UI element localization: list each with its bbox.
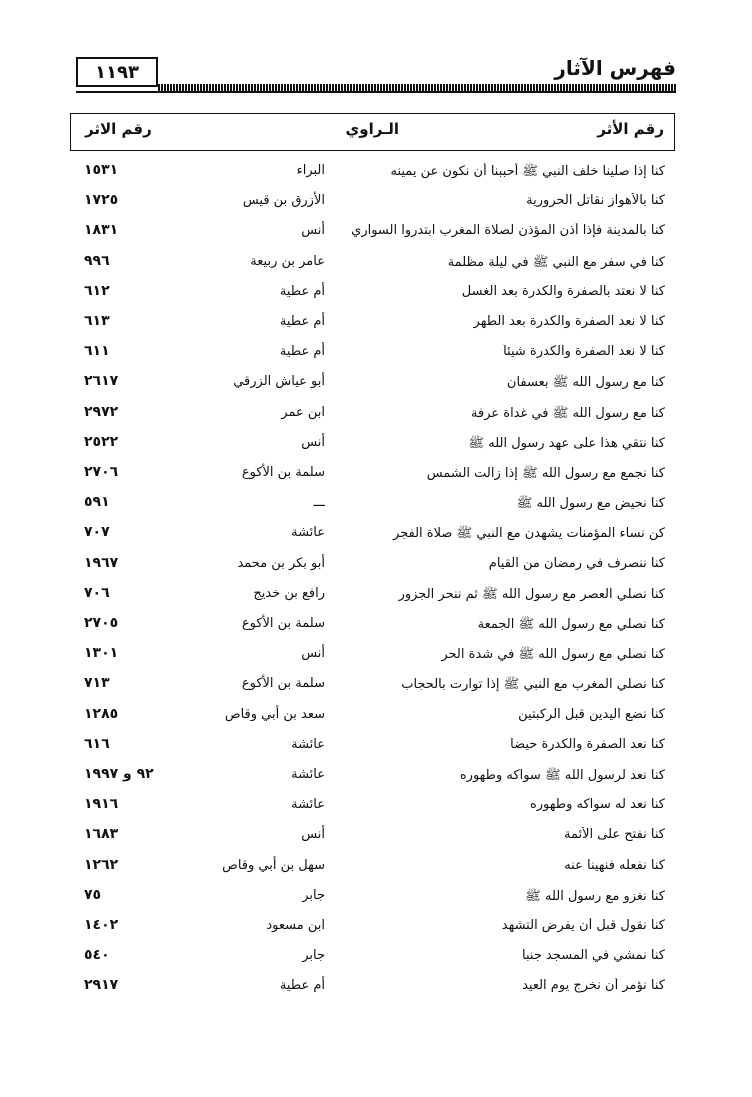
narrator: أم عطية: [279, 283, 325, 299]
table-row: [70, 852, 675, 882]
table-row: [70, 187, 675, 217]
athar-number: ٧١٣: [84, 675, 110, 692]
athar-number: ١٩٦٧: [84, 554, 119, 571]
athar-text: كنا مع رسول الله ﷺ بعسفان: [506, 375, 665, 391]
narrator: سعد بن أبي وقاص: [224, 706, 325, 722]
athar-number: ١٩١٦: [84, 796, 119, 813]
athar-number: ٦١٢: [84, 282, 110, 299]
column-header: [70, 113, 675, 151]
athar-number: ٢٦١٧: [84, 373, 119, 390]
narrator: البراء: [296, 163, 325, 178]
athar-text: كنا نعد له سواكه وطهوره: [529, 797, 665, 813]
table-row: [70, 217, 675, 247]
athar-text: كنا نقول قبل أن يفرض التشهد: [501, 918, 665, 933]
athar-number: ١٣٠١: [84, 645, 119, 662]
athar-text: كنا ننصرف في رمضان من القيام: [488, 555, 665, 571]
narrator: جابر: [302, 887, 325, 903]
athar-text: كنا نغزو مع رسول الله ﷺ: [525, 888, 665, 904]
athar-text: كنا نعد لرسول الله ﷺ سواكه وطهوره: [459, 768, 665, 783]
athar-text: كنا نفتح على الأئمة: [563, 827, 665, 843]
athar-text: كنا لا نعد الصفرة والكدرة بعد الطهر: [473, 314, 665, 329]
table-row: [70, 429, 675, 459]
narrator: سلمة بن الأكوع: [241, 465, 325, 480]
narrator: سهل بن أبي وقاص: [222, 857, 325, 873]
table-row: [70, 640, 675, 670]
athar-text: كنا نعد الصفرة والكدرة حيضاً: [510, 736, 665, 752]
athar-number: ١٨٣١: [84, 222, 119, 239]
narrator: أنس: [301, 223, 325, 239]
narrator: ابن عمر: [281, 404, 325, 420]
athar-number: ٦١٦: [84, 735, 110, 752]
athar-number: ٥٤٠: [84, 947, 110, 964]
narrator: أم عطية: [279, 344, 325, 360]
narrator: عائشة: [291, 797, 325, 813]
athar-text: كنا نحيض مع رسول الله ﷺ: [516, 496, 665, 512]
narrator: الأزرق بن قيس: [242, 193, 325, 209]
narrator: أنس: [301, 827, 325, 843]
athar-text: كنا نضع اليدين قبل الركبتين: [518, 706, 665, 722]
table-row: [70, 399, 675, 429]
table-row: [70, 308, 675, 338]
athar-text: كنا نتقي هذا على عهد رسول الله ﷺ: [468, 435, 665, 451]
athar-number: ٧٠٦: [84, 584, 110, 601]
narrator: أم عطية: [279, 314, 325, 329]
athar-text: كنا نصلي المغرب مع النبي ﷺ إذا توارت بالحجاب: [401, 677, 665, 693]
table-row: [70, 368, 675, 398]
table-row: [70, 459, 675, 489]
athar-text: كنا في سفر مع النبي ﷺ في ليلة مظلمة: [447, 254, 665, 270]
athar-number: ١٦٨٣: [84, 826, 119, 843]
athar-text: كنا نصلي مع رسول الله ﷺ الجمعة: [477, 617, 665, 632]
column-header-number: رقم الاثر: [85, 120, 152, 138]
narrator: أبو عياش الزرقي: [233, 374, 325, 390]
table-row: [70, 942, 675, 972]
table-row: [70, 580, 675, 610]
athar-number: ١٢٦٢: [84, 856, 119, 873]
athar-number: ١٧٢٥: [84, 192, 119, 209]
table-row: [70, 701, 675, 731]
table-row: [70, 338, 675, 368]
athar-number: ٦١١: [84, 343, 110, 360]
header-rule-thin: [76, 91, 676, 93]
narrator: رافع بن خديج: [253, 585, 325, 601]
table-row: [70, 248, 675, 278]
table-row: [70, 791, 675, 821]
athar-number: ٢٩٧٢: [84, 403, 119, 420]
narrator: أنس: [301, 646, 325, 662]
athar-text: كنا مع رسول الله ﷺ في غداة عرفة: [471, 405, 665, 421]
athar-text: كنا نجمع مع رسول الله ﷺ إذا زالت الشمس: [426, 466, 665, 481]
page-number: ١١٩٣: [76, 57, 158, 87]
athar-number: ٥٩١: [84, 494, 110, 511]
athar-number: ٩٩٦: [84, 252, 110, 269]
table-row: [70, 550, 675, 580]
table-row: [70, 731, 675, 761]
table-row: [70, 821, 675, 851]
narrator: عامر بن ربيعة: [250, 253, 325, 269]
table-row: [70, 157, 675, 187]
athar-text: كنا إذا صلينا خلف النبي ﷺ أحببنا أن نكون عن يمينه: [390, 164, 665, 179]
athar-number: ٢٧٠٦: [84, 464, 119, 480]
athar-number: ١٥٣١: [84, 162, 119, 178]
athar-text: كنا نؤمر أن نخرج يوم العيد: [522, 978, 665, 994]
athar-number: ٧٠٧: [84, 524, 110, 541]
athar-text: كن نساء المؤمنات يشهدن مع النبي ﷺ صلاة الفجر: [392, 526, 665, 542]
athar-text: كنا لا نعد الصفرة والكدرة شيئاً: [503, 344, 665, 360]
narrator: سلمة بن الأكوع: [241, 616, 325, 631]
athar-number: ١٤٠٢: [84, 917, 119, 933]
table-row: [70, 670, 675, 700]
table-row: [70, 972, 675, 1002]
table-row: [70, 489, 675, 519]
narrator: عائشة: [291, 767, 325, 782]
column-header-text: رقم الأثر: [597, 120, 664, 138]
athar-number: ١٢٨٥: [84, 705, 119, 722]
athar-text: كنا نفعله فنهينا عنه: [564, 857, 665, 873]
narrator: ابن مسعود: [266, 918, 325, 933]
athar-text: كنا نمشي في المسجد جنباً: [522, 948, 665, 964]
table-row: [70, 278, 675, 308]
table-row: [70, 912, 675, 942]
narrator: جابر: [302, 948, 325, 964]
athar-number: ٢٩١٧: [84, 977, 119, 994]
narrator: سلمة بن الأكوع: [241, 676, 325, 692]
athar-number: ٦١٣: [84, 313, 110, 329]
table-row: [70, 610, 675, 640]
athar-number: ٧٥: [84, 886, 102, 903]
athar-number: ٢٧٠٥: [84, 615, 119, 631]
narrator: أبو بكر بن محمد: [237, 555, 325, 571]
athar-text: كنا لا نعتد بالصفرة والكدرة بعد الغسل: [461, 283, 665, 299]
column-header-narrator: الـراوي: [345, 120, 399, 138]
table-row: [70, 761, 675, 791]
narrator: أم عطية: [279, 978, 325, 994]
narrator: عائشة: [291, 736, 325, 752]
athar-text: كنا نصلي مع رسول الله ﷺ في شدة الحر: [441, 647, 665, 663]
page-title: فهرس الآثار: [554, 56, 676, 80]
table-row: [70, 882, 675, 912]
athar-text: كنا نصلي العصر مع رسول الله ﷺ ثم ننحر الجزور: [398, 586, 665, 602]
narrator: ـــ: [313, 495, 325, 511]
athar-text: كنا بالمدينة فإذا أذن المؤذن لصلاة المغرب ابتدروا السواري: [351, 223, 665, 239]
narrator: أنس: [301, 434, 325, 450]
athar-number: ٩٢ و ١٩٩٧: [84, 766, 154, 782]
table-row: [70, 519, 675, 549]
narrator: عائشة: [291, 525, 325, 541]
athar-text: كنا بالأهواز نقاتل الحرورية: [526, 193, 665, 209]
header-rule: [158, 84, 676, 91]
athar-number: ٢٥٢٢: [84, 433, 119, 450]
